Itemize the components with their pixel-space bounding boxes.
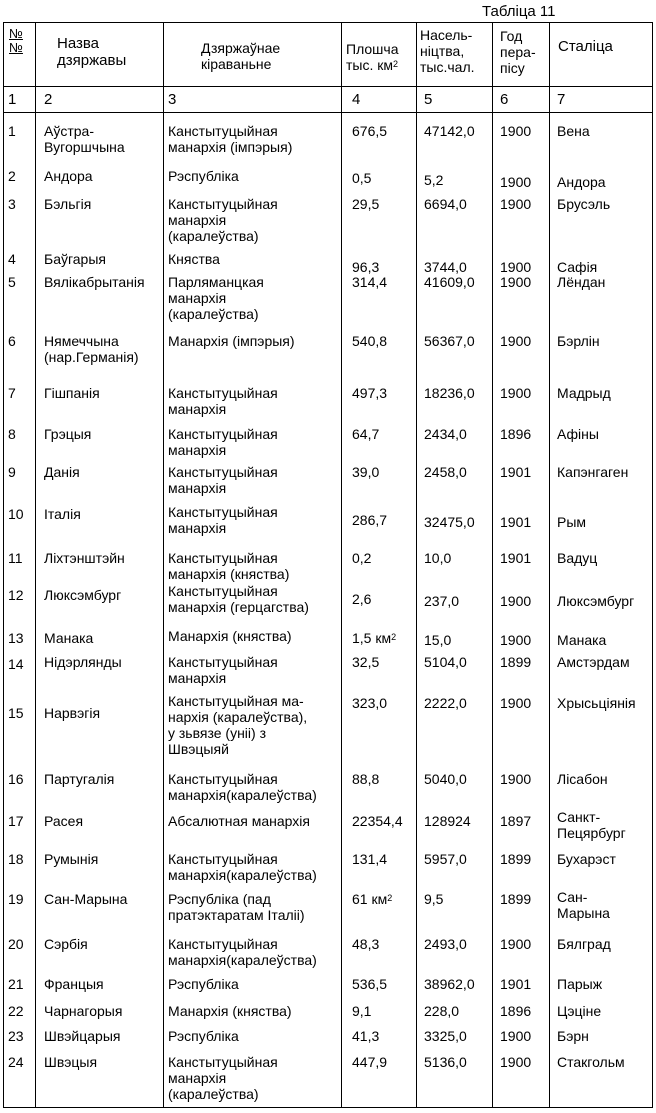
population: 38962,0 xyxy=(424,976,475,992)
population: 5957,0 xyxy=(424,851,467,867)
state-name: Андора xyxy=(44,168,93,184)
row-number: 19 xyxy=(8,891,24,907)
area-unit-sup: 2 xyxy=(391,632,397,642)
capital: Мадрыд xyxy=(557,385,611,401)
census-year: 1900 xyxy=(500,259,532,275)
capital: Бэрн xyxy=(557,1028,589,1044)
population: 5104,0 xyxy=(424,654,467,670)
column-divider xyxy=(549,23,550,1107)
area xyxy=(352,464,379,480)
area xyxy=(352,333,387,349)
area xyxy=(352,1003,371,1019)
state-name: Манака xyxy=(44,630,94,646)
area xyxy=(352,771,379,787)
row-number: 23 xyxy=(8,1028,24,1044)
row-number: 12 xyxy=(8,587,24,603)
area xyxy=(352,196,379,212)
area xyxy=(352,591,371,607)
table-caption: Таблiца 11 xyxy=(482,3,556,20)
census-year: 1900 xyxy=(500,274,532,290)
government-form: Канстытуцыйная манархiя (герцагства) xyxy=(168,583,309,615)
row-number: 13 xyxy=(8,630,24,646)
state-name: Люксэмбург xyxy=(44,587,122,603)
states-table xyxy=(3,22,653,1108)
population: 3744,0 xyxy=(424,259,467,275)
area xyxy=(352,259,379,275)
government-form: Канстытуцыйная манархiя xyxy=(168,654,278,686)
government-form: Рэспублiка xyxy=(168,168,239,184)
population: 56367,0 xyxy=(424,333,475,349)
row-number: 7 xyxy=(8,385,16,401)
index-cell-1: 1 xyxy=(8,91,17,108)
capital: Капэнгаген xyxy=(557,464,629,480)
state-name: Швэйцарыя xyxy=(44,1028,121,1044)
area-value: 41,3 xyxy=(352,1028,380,1044)
capital: Вадуц xyxy=(557,550,598,566)
population: 2493,0 xyxy=(424,936,467,952)
census-year: 1899 xyxy=(500,891,532,907)
capital: Андора xyxy=(557,174,606,190)
column-divider xyxy=(163,23,164,1107)
government-form: Канстытуцыйная манархiя(каралеўства) xyxy=(168,851,317,883)
area xyxy=(352,976,387,992)
row-number: 3 xyxy=(8,196,16,212)
area-value: 64,7 xyxy=(352,426,380,442)
capital: Стакгольм xyxy=(557,1054,625,1070)
index-cell-6: 6 xyxy=(500,91,509,108)
capital: Лiсабон xyxy=(557,771,608,787)
area-value: 323,0 xyxy=(352,695,388,711)
capital: Рым xyxy=(557,514,587,530)
index-cell-4: 4 xyxy=(352,91,361,108)
state-name: Вялiкабрытанiя xyxy=(44,274,145,290)
header-year: Год пера- пiсу xyxy=(500,28,536,76)
population: 2458,0 xyxy=(424,464,467,480)
capital: Бэрлiн xyxy=(557,333,600,349)
government-form: Манархiя (княства) xyxy=(168,628,292,644)
state-name: Нарвэгiя xyxy=(44,705,101,721)
census-year: 1901 xyxy=(500,464,532,480)
column-divider xyxy=(492,23,493,1107)
row-number: 9 xyxy=(8,464,16,480)
index-cell-2: 2 xyxy=(44,91,53,108)
column-divider xyxy=(341,23,342,1107)
area-value: 314,4 xyxy=(352,274,388,290)
area-unit-sup: 2 xyxy=(387,893,393,903)
area-value: 96,3 xyxy=(352,259,380,275)
state-name: Румынiя xyxy=(44,851,99,867)
area xyxy=(352,170,371,186)
area xyxy=(352,1028,379,1044)
census-year: 1900 xyxy=(500,1054,532,1070)
state-name: Грэцыя xyxy=(44,426,92,442)
census-year: 1900 xyxy=(500,123,532,139)
state-name: Нiдэрлянды xyxy=(44,654,122,670)
row-number: 6 xyxy=(8,333,16,349)
area xyxy=(352,512,387,528)
area-value: 39,0 xyxy=(352,464,380,480)
area-value: 1,5 км xyxy=(352,630,392,646)
area xyxy=(352,813,403,829)
area xyxy=(352,654,379,670)
government-form: Княства xyxy=(168,251,220,267)
census-year: 1900 xyxy=(500,196,532,212)
area-value: 0,2 xyxy=(352,550,372,566)
area xyxy=(352,851,387,867)
census-year: 1900 xyxy=(500,695,532,711)
area xyxy=(352,274,387,290)
government-form: Рэспублiка xyxy=(168,1028,239,1044)
area-value: 0,5 xyxy=(352,170,372,186)
index-cell-7: 7 xyxy=(557,91,566,108)
census-year: 1900 xyxy=(500,385,532,401)
area-value: 9,1 xyxy=(352,1003,372,1019)
government-form: Рэспублiка xyxy=(168,976,239,992)
row-number: 24 xyxy=(8,1054,24,1070)
area-value: 2,6 xyxy=(352,591,372,607)
population: 10,0 xyxy=(424,550,452,566)
header-capital: Сталiца xyxy=(558,38,613,55)
capital: Парыж xyxy=(557,976,603,992)
population: 237,0 xyxy=(424,593,460,609)
area xyxy=(352,1054,387,1070)
row-number: 15 xyxy=(8,705,24,721)
capital: Цэцiне xyxy=(557,1003,602,1019)
population: 2222,0 xyxy=(424,695,467,711)
population: 128924 xyxy=(424,813,471,829)
index-cell-3: 3 xyxy=(168,91,177,108)
state-name: Чарнагорыя xyxy=(44,1003,123,1019)
area xyxy=(352,891,392,907)
government-form: Канстытуцыйная манархiя xyxy=(168,464,278,496)
row-number: 11 xyxy=(8,550,23,566)
population: 2434,0 xyxy=(424,426,467,442)
area-value: 88,8 xyxy=(352,771,380,787)
population: 32475,0 xyxy=(424,514,475,530)
census-year: 1899 xyxy=(500,851,532,867)
capital: Бялград xyxy=(557,936,611,952)
area xyxy=(352,550,371,566)
government-form: Канстытуцыйная манархiя xyxy=(168,385,278,417)
header-area-sup: 2 xyxy=(393,59,399,69)
government-form: Канстытуцыйная манархiя (каралеўства) xyxy=(168,1054,278,1102)
government-form: Канстытуцыйная манархiя(каралеўства) xyxy=(168,936,317,968)
row-number: 4 xyxy=(8,251,16,267)
capital: Брусэль xyxy=(557,196,611,212)
census-year: 1896 xyxy=(500,426,532,442)
row-number: 2 xyxy=(8,168,16,184)
government-form: Канстытуцыйная манархiя(каралеўства) xyxy=(168,771,317,803)
row-number: 20 xyxy=(8,936,24,952)
population: 15,0 xyxy=(424,632,452,648)
government-form: Парляманцкая манархiя (каралеўства) xyxy=(168,274,264,322)
government-form: Канстытуцыйная манархiя xyxy=(168,504,278,536)
population: 5,2 xyxy=(424,172,444,188)
capital: Сафiя xyxy=(557,259,598,275)
census-year: 1900 xyxy=(500,174,532,190)
capital: Сан- Марына xyxy=(557,889,610,921)
census-year: 1900 xyxy=(500,936,532,952)
census-year: 1896 xyxy=(500,1003,532,1019)
government-form: Манархiя (iмпэрыя) xyxy=(168,333,295,349)
area-value: 540,8 xyxy=(352,333,388,349)
area-value: 536,5 xyxy=(352,976,388,992)
row-number: 8 xyxy=(8,426,16,442)
index-row-divider xyxy=(4,112,652,113)
government-form: Абсалютная манархiя xyxy=(168,813,310,829)
population: 6694,0 xyxy=(424,196,467,212)
census-year: 1897 xyxy=(500,813,532,829)
column-divider xyxy=(35,23,36,1107)
column-divider xyxy=(416,23,417,1107)
row-number: 5 xyxy=(8,274,16,290)
area xyxy=(352,695,387,711)
area-value: 286,7 xyxy=(352,512,388,528)
capital: Санкт- Пецярбург xyxy=(557,809,626,841)
capital: Лёндан xyxy=(557,274,606,290)
state-name: Партугалiя xyxy=(44,771,115,787)
header-population: Насель- нiцтва, тыс.чал. xyxy=(420,27,475,75)
area-value: 61 км xyxy=(352,891,388,907)
row-number: 18 xyxy=(8,851,24,867)
capital: Люксэмбург xyxy=(557,593,635,609)
capital: Манака xyxy=(557,632,607,648)
census-year: 1900 xyxy=(500,632,532,648)
area xyxy=(352,630,396,646)
row-number: 22 xyxy=(8,1003,24,1019)
header-government: Дзяржаўнае кiраваньне xyxy=(201,40,281,72)
row-number: 16 xyxy=(8,771,24,787)
index-cell-5: 5 xyxy=(424,91,433,108)
state-name: Швэцыя xyxy=(44,1054,98,1070)
state-name: Гiшпанiя xyxy=(44,385,100,401)
area xyxy=(352,936,379,952)
state-name: Данiя xyxy=(44,464,80,480)
state-name: Баўгарыя xyxy=(44,251,106,267)
census-year: 1901 xyxy=(500,550,532,566)
state-name: Iталiя xyxy=(44,506,81,522)
state-name: Сан-Марына xyxy=(44,891,128,907)
area-value: 131,4 xyxy=(352,851,388,867)
capital: Бухарэст xyxy=(557,851,616,867)
government-form: Рэспублiка (пад пратэктаратам Iталii) xyxy=(168,891,305,923)
population: 5136,0 xyxy=(424,1054,467,1070)
area-value: 447,9 xyxy=(352,1054,388,1070)
census-year: 1900 xyxy=(500,771,532,787)
population: 3325,0 xyxy=(424,1028,467,1044)
population: 18236,0 xyxy=(424,385,475,401)
area xyxy=(352,123,387,139)
row-number: 14 xyxy=(8,656,24,672)
census-year: 1901 xyxy=(500,514,532,530)
capital: Амстэрдам xyxy=(557,654,630,670)
census-year: 1900 xyxy=(500,1028,532,1044)
state-name: Сэрбiя xyxy=(44,936,88,952)
area-value: 32,5 xyxy=(352,654,380,670)
header-area-label: Плошча тыс. км xyxy=(346,41,399,73)
row-number: 1 xyxy=(8,123,16,139)
census-year: 1900 xyxy=(500,333,532,349)
row-number: 17 xyxy=(8,813,24,829)
area-value: 676,5 xyxy=(352,123,388,139)
population: 228,0 xyxy=(424,1003,460,1019)
state-name: Аўстра- Вугоршчына xyxy=(44,123,125,155)
state-name: Францыя xyxy=(44,976,104,992)
header-no: № № xyxy=(9,26,23,55)
government-form: Канстытуцыйная манархiя xyxy=(168,426,278,458)
area-value: 497,3 xyxy=(352,385,388,401)
area-value: 22354,4 xyxy=(352,813,403,829)
state-name: Лiхтэнштэйн xyxy=(44,550,125,566)
census-year: 1899 xyxy=(500,654,532,670)
state-name: Бэльгiя xyxy=(44,196,92,212)
header-name: Назва дзяржавы xyxy=(57,35,127,69)
area-value: 29,5 xyxy=(352,196,380,212)
population: 9,5 xyxy=(424,891,444,907)
government-form: Манархiя (княства) xyxy=(168,1003,292,1019)
capital: Афiны xyxy=(557,426,599,442)
capital: Хрысьцiянiя xyxy=(557,695,636,711)
header-divider xyxy=(4,86,652,87)
capital: Вена xyxy=(557,123,590,139)
area-value: 48,3 xyxy=(352,936,380,952)
state-name: Нямеччына (нар.Германiя) xyxy=(44,333,139,365)
area xyxy=(352,385,387,401)
population: 47142,0 xyxy=(424,123,475,139)
government-form: Канстытуцыйная манархiя (каралеўства) xyxy=(168,196,278,244)
state-name: Расея xyxy=(44,813,84,829)
area xyxy=(352,426,379,442)
government-form: Канстытуцыйная ма- нархiя (каралеўства), у зьвязе (унii) з Швэцыяй xyxy=(168,693,308,757)
population: 41609,0 xyxy=(424,274,475,290)
row-number: 21 xyxy=(8,976,24,992)
government-form: Канстытуцыйная манархiя (iмпэрыя) xyxy=(168,123,293,155)
government-form: Канстытуцыйная манархiя (княства) xyxy=(168,550,290,582)
census-year: 1900 xyxy=(500,593,532,609)
census-year: 1901 xyxy=(500,976,532,992)
population: 5040,0 xyxy=(424,771,467,787)
header-area xyxy=(346,41,399,73)
row-number: 10 xyxy=(8,506,24,522)
